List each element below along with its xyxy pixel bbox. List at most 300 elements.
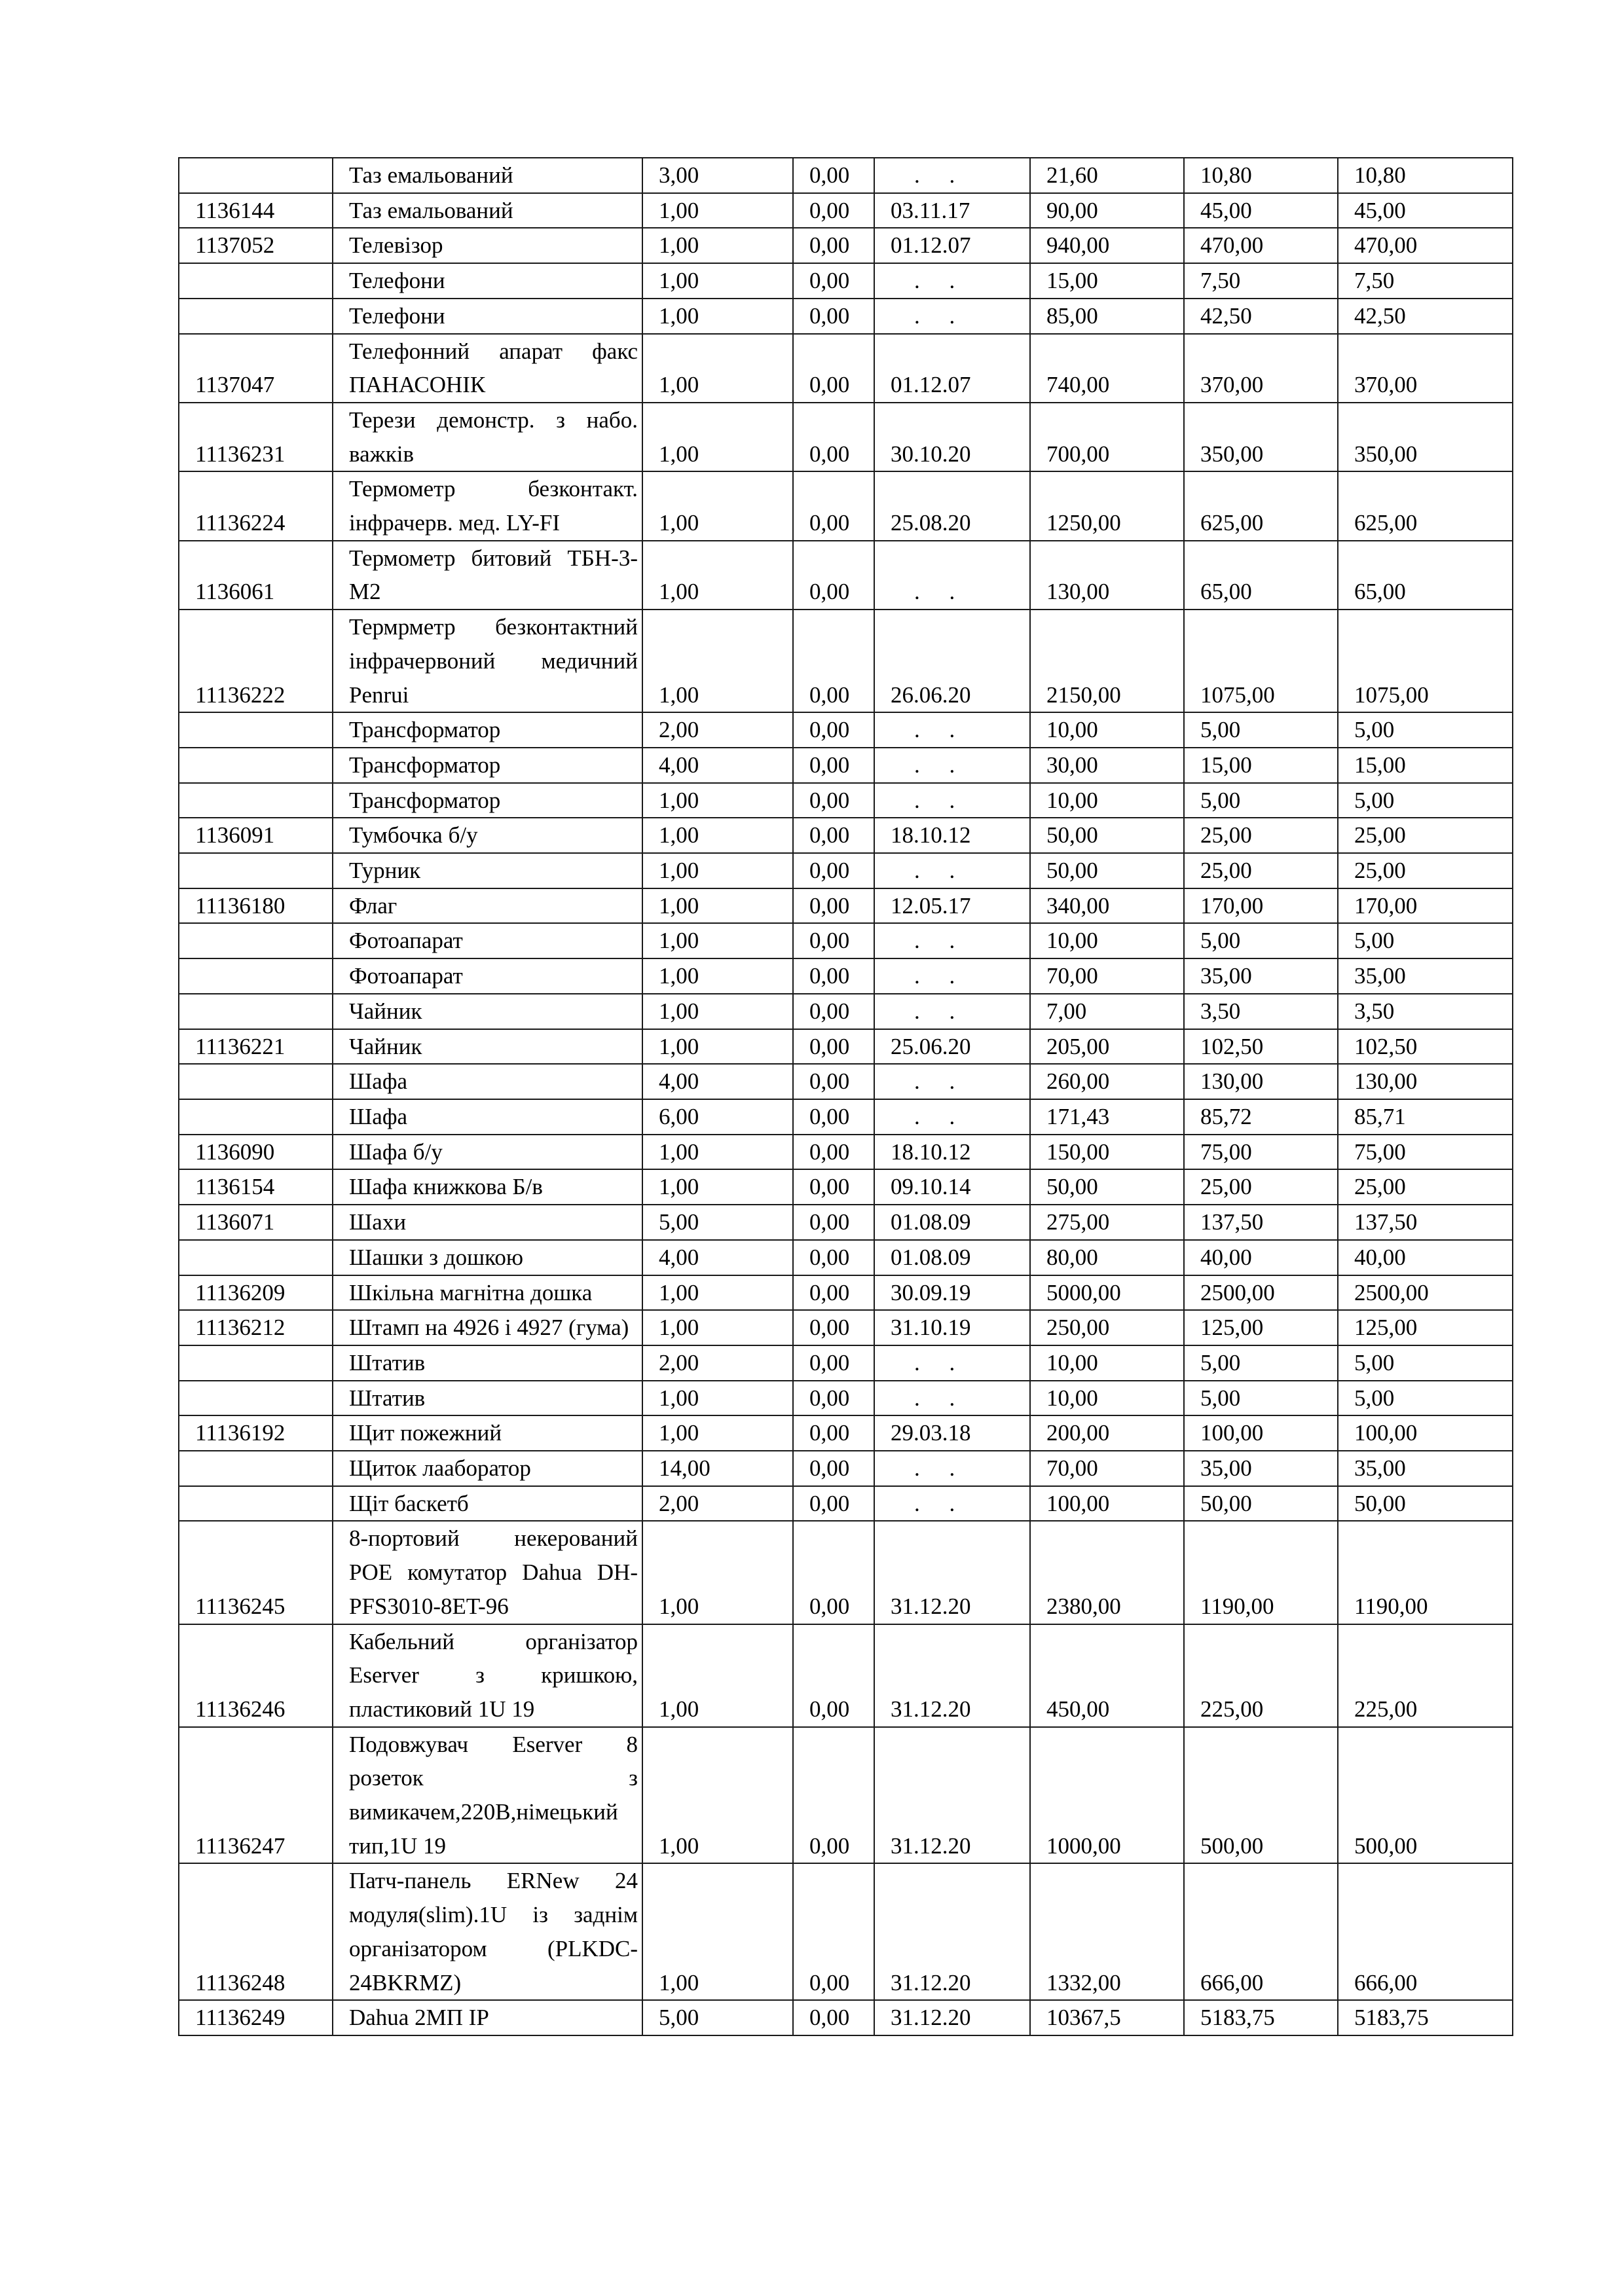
half-amount-cell: 25,00 xyxy=(1184,818,1338,853)
inventory-number-cell: 1136154 xyxy=(179,1169,333,1205)
zero-value-cell: 0,00 xyxy=(793,1240,874,1275)
residual-amount-cell: 225,00 xyxy=(1338,1624,1513,1727)
residual-amount-cell: 102,50 xyxy=(1338,1029,1513,1065)
amount-cell: 7,00 xyxy=(1030,994,1184,1029)
residual-amount-cell: 50,00 xyxy=(1338,1486,1513,1522)
item-name-cell: Телефони xyxy=(333,299,642,334)
date-cell: . . xyxy=(874,1381,1030,1416)
half-amount-cell: 102,50 xyxy=(1184,1029,1338,1065)
residual-amount-cell: 500,00 xyxy=(1338,1727,1513,1864)
half-amount-cell: 5183,75 xyxy=(1184,2000,1338,2035)
zero-value-cell: 0,00 xyxy=(793,1381,874,1416)
table-row xyxy=(179,1169,1513,1205)
item-name-cell: Подовжувач Eserver 8 розеток з вимикачем,220В,німецький тип,1U 19 xyxy=(333,1727,642,1864)
zero-value-cell: 0,00 xyxy=(793,403,874,471)
residual-amount-cell: 1075,00 xyxy=(1338,610,1513,712)
zero-value-cell: 0,00 xyxy=(793,1863,874,2000)
quantity-cell: 5,00 xyxy=(642,2000,793,2035)
half-amount-cell: 5,00 xyxy=(1184,1345,1338,1381)
item-name-cell: Термометр безконтакт. інфрачерв. мед. LY-FI xyxy=(333,471,642,540)
residual-amount-cell: 5,00 xyxy=(1338,1381,1513,1416)
amount-cell: 10,00 xyxy=(1030,783,1184,818)
item-name-cell: Штатив xyxy=(333,1345,642,1381)
quantity-cell: 1,00 xyxy=(642,541,793,610)
residual-amount-cell: 25,00 xyxy=(1338,1169,1513,1205)
quantity-cell: 4,00 xyxy=(642,748,793,783)
residual-amount-cell: 65,00 xyxy=(1338,541,1513,610)
table-row xyxy=(179,1521,1513,1624)
item-name-cell: Щіт баскетб xyxy=(333,1486,642,1522)
table-row xyxy=(179,1451,1513,1486)
quantity-cell: 2,00 xyxy=(642,1486,793,1522)
amount-cell: 10,00 xyxy=(1030,1345,1184,1381)
item-name-cell: Шафа xyxy=(333,1099,642,1135)
amount-cell: 250,00 xyxy=(1030,1310,1184,1345)
amount-cell: 10367,5 xyxy=(1030,2000,1184,2035)
half-amount-cell: 130,00 xyxy=(1184,1064,1338,1099)
table-row xyxy=(179,541,1513,610)
date-cell: . . xyxy=(874,299,1030,334)
inventory-number-cell: 11136212 xyxy=(179,1310,333,1345)
amount-cell: 2380,00 xyxy=(1030,1521,1184,1624)
table-row xyxy=(179,334,1513,403)
half-amount-cell: 40,00 xyxy=(1184,1240,1338,1275)
residual-amount-cell: 100,00 xyxy=(1338,1415,1513,1451)
item-name-cell: Телевізор xyxy=(333,228,642,263)
zero-value-cell: 0,00 xyxy=(793,1205,874,1240)
date-cell: . . xyxy=(874,923,1030,958)
date-cell: . . xyxy=(874,994,1030,1029)
item-name-cell: Шашки з дошкою xyxy=(333,1240,642,1275)
zero-value-cell: 0,00 xyxy=(793,471,874,540)
residual-amount-cell: 42,50 xyxy=(1338,299,1513,334)
quantity-cell: 1,00 xyxy=(642,334,793,403)
inventory-number-cell: 11136248 xyxy=(179,1863,333,2000)
half-amount-cell: 100,00 xyxy=(1184,1415,1338,1451)
date-cell: 29.03.18 xyxy=(874,1415,1030,1451)
inventory-number-cell xyxy=(179,994,333,1029)
date-cell: 31.12.20 xyxy=(874,1521,1030,1624)
table-row xyxy=(179,923,1513,958)
inventory-number-cell: 11136224 xyxy=(179,471,333,540)
residual-amount-cell: 45,00 xyxy=(1338,193,1513,228)
residual-amount-cell: 35,00 xyxy=(1338,1451,1513,1486)
date-cell: 18.10.12 xyxy=(874,818,1030,853)
quantity-cell: 1,00 xyxy=(642,193,793,228)
inventory-number-cell xyxy=(179,1099,333,1135)
item-name-cell: Щит пожежний xyxy=(333,1415,642,1451)
date-cell: 31.12.20 xyxy=(874,1727,1030,1864)
half-amount-cell: 25,00 xyxy=(1184,1169,1338,1205)
date-cell: 31.12.20 xyxy=(874,1624,1030,1727)
inventory-number-cell xyxy=(179,1486,333,1522)
table-row xyxy=(179,1099,1513,1135)
half-amount-cell: 370,00 xyxy=(1184,334,1338,403)
item-name-cell: Чайник xyxy=(333,994,642,1029)
amount-cell: 2150,00 xyxy=(1030,610,1184,712)
item-name-cell: Турник xyxy=(333,853,642,888)
table-row xyxy=(179,888,1513,924)
inventory-number-cell: 1136091 xyxy=(179,818,333,853)
amount-cell: 100,00 xyxy=(1030,1486,1184,1522)
table-row xyxy=(179,958,1513,994)
item-name-cell: Шафа книжкова Б/в xyxy=(333,1169,642,1205)
quantity-cell: 1,00 xyxy=(642,471,793,540)
inventory-number-cell: 11136246 xyxy=(179,1624,333,1727)
residual-amount-cell: 15,00 xyxy=(1338,748,1513,783)
amount-cell: 1000,00 xyxy=(1030,1727,1184,1864)
inventory-number-cell xyxy=(179,748,333,783)
table-row xyxy=(179,1381,1513,1416)
item-name-cell: Трансформатор xyxy=(333,712,642,748)
residual-amount-cell: 130,00 xyxy=(1338,1064,1513,1099)
table-row xyxy=(179,263,1513,299)
half-amount-cell: 42,50 xyxy=(1184,299,1338,334)
inventory-number-cell: 11136249 xyxy=(179,2000,333,2035)
amount-cell: 70,00 xyxy=(1030,958,1184,994)
table-row xyxy=(179,1727,1513,1864)
amount-cell: 150,00 xyxy=(1030,1135,1184,1170)
zero-value-cell: 0,00 xyxy=(793,1451,874,1486)
zero-value-cell: 0,00 xyxy=(793,1310,874,1345)
half-amount-cell: 5,00 xyxy=(1184,712,1338,748)
item-name-cell: Шкільна магнітна дошка xyxy=(333,1275,642,1311)
amount-cell: 205,00 xyxy=(1030,1029,1184,1065)
amount-cell: 10,00 xyxy=(1030,1381,1184,1416)
item-name-cell: Тумбочка б/у xyxy=(333,818,642,853)
inventory-number-cell xyxy=(179,1064,333,1099)
item-name-cell: Телефони xyxy=(333,263,642,299)
quantity-cell: 1,00 xyxy=(642,1624,793,1727)
half-amount-cell: 15,00 xyxy=(1184,748,1338,783)
table-row xyxy=(179,610,1513,712)
residual-amount-cell: 25,00 xyxy=(1338,818,1513,853)
table-row xyxy=(179,748,1513,783)
amount-cell: 90,00 xyxy=(1030,193,1184,228)
residual-amount-cell: 170,00 xyxy=(1338,888,1513,924)
inventory-number-cell: 11136192 xyxy=(179,1415,333,1451)
residual-amount-cell: 5183,75 xyxy=(1338,2000,1513,2035)
date-cell: 30.10.20 xyxy=(874,403,1030,471)
half-amount-cell: 7,50 xyxy=(1184,263,1338,299)
inventory-number-cell: 1136090 xyxy=(179,1135,333,1170)
item-name-cell: Трансформатор xyxy=(333,748,642,783)
table-row xyxy=(179,1310,1513,1345)
zero-value-cell: 0,00 xyxy=(793,1486,874,1522)
residual-amount-cell: 1190,00 xyxy=(1338,1521,1513,1624)
item-name-cell: Телефонний апарат факс ПАНАСОНІК xyxy=(333,334,642,403)
residual-amount-cell: 5,00 xyxy=(1338,712,1513,748)
residual-amount-cell: 666,00 xyxy=(1338,1863,1513,2000)
table-row xyxy=(179,158,1513,193)
half-amount-cell: 125,00 xyxy=(1184,1310,1338,1345)
quantity-cell: 1,00 xyxy=(642,923,793,958)
table-row xyxy=(179,853,1513,888)
item-name-cell: Штатив xyxy=(333,1381,642,1416)
inventory-number-cell xyxy=(179,1240,333,1275)
residual-amount-cell: 3,50 xyxy=(1338,994,1513,1029)
half-amount-cell: 2500,00 xyxy=(1184,1275,1338,1311)
table-row xyxy=(179,1863,1513,2000)
zero-value-cell: 0,00 xyxy=(793,1029,874,1065)
item-name-cell: Кабельний організатор Eserver з кришкою, пластиковий 1U 19 xyxy=(333,1624,642,1727)
zero-value-cell: 0,00 xyxy=(793,1135,874,1170)
item-name-cell: Шахи xyxy=(333,1205,642,1240)
quantity-cell: 1,00 xyxy=(642,853,793,888)
item-name-cell: Термометр битовий ТБН-3-М2 xyxy=(333,541,642,610)
zero-value-cell: 0,00 xyxy=(793,541,874,610)
table-row xyxy=(179,783,1513,818)
table-row xyxy=(179,1064,1513,1099)
amount-cell: 130,00 xyxy=(1030,541,1184,610)
half-amount-cell: 65,00 xyxy=(1184,541,1338,610)
half-amount-cell: 137,50 xyxy=(1184,1205,1338,1240)
quantity-cell: 3,00 xyxy=(642,158,793,193)
date-cell: 01.08.09 xyxy=(874,1240,1030,1275)
date-cell: 31.12.20 xyxy=(874,2000,1030,2035)
quantity-cell: 1,00 xyxy=(642,994,793,1029)
date-cell: . . xyxy=(874,158,1030,193)
amount-cell: 5000,00 xyxy=(1030,1275,1184,1311)
amount-cell: 275,00 xyxy=(1030,1205,1184,1240)
amount-cell: 85,00 xyxy=(1030,299,1184,334)
date-cell: . . xyxy=(874,541,1030,610)
inventory-number-cell xyxy=(179,158,333,193)
quantity-cell: 1,00 xyxy=(642,818,793,853)
item-name-cell: Таз емальований xyxy=(333,193,642,228)
half-amount-cell: 625,00 xyxy=(1184,471,1338,540)
quantity-cell: 1,00 xyxy=(642,783,793,818)
date-cell: 25.08.20 xyxy=(874,471,1030,540)
residual-amount-cell: 10,80 xyxy=(1338,158,1513,193)
item-name-cell: Термрметр безконтактний інфрачервоний медичний Penrui xyxy=(333,610,642,712)
amount-cell: 50,00 xyxy=(1030,853,1184,888)
amount-cell: 15,00 xyxy=(1030,263,1184,299)
item-name-cell: Щиток лааборатор xyxy=(333,1451,642,1486)
quantity-cell: 4,00 xyxy=(642,1240,793,1275)
zero-value-cell: 0,00 xyxy=(793,923,874,958)
quantity-cell: 1,00 xyxy=(642,610,793,712)
half-amount-cell: 85,72 xyxy=(1184,1099,1338,1135)
quantity-cell: 1,00 xyxy=(642,403,793,471)
date-cell: . . xyxy=(874,263,1030,299)
inventory-number-cell: 1137047 xyxy=(179,334,333,403)
table-row xyxy=(179,1486,1513,1522)
quantity-cell: 1,00 xyxy=(642,263,793,299)
table-row xyxy=(179,818,1513,853)
amount-cell: 21,60 xyxy=(1030,158,1184,193)
inventory-number-cell: 1136071 xyxy=(179,1205,333,1240)
quantity-cell: 1,00 xyxy=(642,1415,793,1451)
quantity-cell: 1,00 xyxy=(642,958,793,994)
half-amount-cell: 5,00 xyxy=(1184,783,1338,818)
table-row xyxy=(179,1345,1513,1381)
zero-value-cell: 0,00 xyxy=(793,610,874,712)
table-row xyxy=(179,299,1513,334)
amount-cell: 200,00 xyxy=(1030,1415,1184,1451)
residual-amount-cell: 625,00 xyxy=(1338,471,1513,540)
half-amount-cell: 5,00 xyxy=(1184,923,1338,958)
half-amount-cell: 170,00 xyxy=(1184,888,1338,924)
quantity-cell: 1,00 xyxy=(642,888,793,924)
table-row xyxy=(179,228,1513,263)
quantity-cell: 1,00 xyxy=(642,1863,793,2000)
item-name-cell: Чайник xyxy=(333,1029,642,1065)
table-row xyxy=(179,2000,1513,2035)
amount-cell: 10,00 xyxy=(1030,712,1184,748)
item-name-cell: Шафа xyxy=(333,1064,642,1099)
date-cell: . . xyxy=(874,1345,1030,1381)
amount-cell: 80,00 xyxy=(1030,1240,1184,1275)
item-name-cell: 8-портовий некерований POE комутатор Dahua DH-PFS3010-8ET-96 xyxy=(333,1521,642,1624)
quantity-cell: 1,00 xyxy=(642,1381,793,1416)
item-name-cell: Dahua 2МП IP xyxy=(333,2000,642,2035)
item-name-cell: Штамп на 4926 і 4927 (гума) xyxy=(333,1310,642,1345)
table-row xyxy=(179,471,1513,540)
table-row xyxy=(179,1240,1513,1275)
date-cell: 03.11.17 xyxy=(874,193,1030,228)
inventory-number-cell xyxy=(179,783,333,818)
zero-value-cell: 0,00 xyxy=(793,853,874,888)
zero-value-cell: 0,00 xyxy=(793,748,874,783)
half-amount-cell: 5,00 xyxy=(1184,1381,1338,1416)
table-row xyxy=(179,1275,1513,1311)
half-amount-cell: 10,80 xyxy=(1184,158,1338,193)
zero-value-cell: 0,00 xyxy=(793,994,874,1029)
date-cell: . . xyxy=(874,853,1030,888)
half-amount-cell: 75,00 xyxy=(1184,1135,1338,1170)
date-cell: . . xyxy=(874,1064,1030,1099)
date-cell: 01.08.09 xyxy=(874,1205,1030,1240)
half-amount-cell: 500,00 xyxy=(1184,1727,1338,1864)
half-amount-cell: 1075,00 xyxy=(1184,610,1338,712)
date-cell: . . xyxy=(874,1099,1030,1135)
half-amount-cell: 666,00 xyxy=(1184,1863,1338,2000)
inventory-number-cell: 11136245 xyxy=(179,1521,333,1624)
residual-amount-cell: 75,00 xyxy=(1338,1135,1513,1170)
residual-amount-cell: 5,00 xyxy=(1338,923,1513,958)
quantity-cell: 4,00 xyxy=(642,1064,793,1099)
zero-value-cell: 0,00 xyxy=(793,1064,874,1099)
amount-cell: 260,00 xyxy=(1030,1064,1184,1099)
zero-value-cell: 0,00 xyxy=(793,958,874,994)
date-cell: 12.05.17 xyxy=(874,888,1030,924)
item-name-cell: Терези демонстр. з набо. важків xyxy=(333,403,642,471)
inventory-number-cell: 11136231 xyxy=(179,403,333,471)
date-cell: . . xyxy=(874,958,1030,994)
inventory-number-cell: 11136222 xyxy=(179,610,333,712)
zero-value-cell: 0,00 xyxy=(793,193,874,228)
residual-amount-cell: 25,00 xyxy=(1338,853,1513,888)
residual-amount-cell: 470,00 xyxy=(1338,228,1513,263)
zero-value-cell: 0,00 xyxy=(793,712,874,748)
residual-amount-cell: 5,00 xyxy=(1338,783,1513,818)
quantity-cell: 1,00 xyxy=(642,1169,793,1205)
zero-value-cell: 0,00 xyxy=(793,228,874,263)
inventory-number-cell xyxy=(179,958,333,994)
amount-cell: 50,00 xyxy=(1030,818,1184,853)
table-row xyxy=(179,712,1513,748)
table-row xyxy=(179,403,1513,471)
item-name-cell: Фотоапарат xyxy=(333,958,642,994)
quantity-cell: 2,00 xyxy=(642,1345,793,1381)
zero-value-cell: 0,00 xyxy=(793,1169,874,1205)
zero-value-cell: 0,00 xyxy=(793,263,874,299)
inventory-number-cell xyxy=(179,299,333,334)
inventory-number-cell xyxy=(179,923,333,958)
residual-amount-cell: 350,00 xyxy=(1338,403,1513,471)
zero-value-cell: 0,00 xyxy=(793,818,874,853)
zero-value-cell: 0,00 xyxy=(793,1099,874,1135)
date-cell: . . xyxy=(874,783,1030,818)
amount-cell: 700,00 xyxy=(1030,403,1184,471)
half-amount-cell: 25,00 xyxy=(1184,853,1338,888)
date-cell: 01.12.07 xyxy=(874,228,1030,263)
table-row xyxy=(179,193,1513,228)
date-cell: 31.10.19 xyxy=(874,1310,1030,1345)
inventory-number-cell: 1136061 xyxy=(179,541,333,610)
half-amount-cell: 35,00 xyxy=(1184,958,1338,994)
date-cell: . . xyxy=(874,1451,1030,1486)
inventory-number-cell: 1137052 xyxy=(179,228,333,263)
zero-value-cell: 0,00 xyxy=(793,888,874,924)
residual-amount-cell: 5,00 xyxy=(1338,1345,1513,1381)
inventory-number-cell xyxy=(179,712,333,748)
inventory-table-body xyxy=(179,158,1513,2035)
date-cell: 01.12.07 xyxy=(874,334,1030,403)
table-row xyxy=(179,1624,1513,1727)
date-cell: . . xyxy=(874,1486,1030,1522)
half-amount-cell: 1190,00 xyxy=(1184,1521,1338,1624)
table-row xyxy=(179,1029,1513,1065)
amount-cell: 50,00 xyxy=(1030,1169,1184,1205)
amount-cell: 1250,00 xyxy=(1030,471,1184,540)
residual-amount-cell: 85,71 xyxy=(1338,1099,1513,1135)
amount-cell: 740,00 xyxy=(1030,334,1184,403)
zero-value-cell: 0,00 xyxy=(793,783,874,818)
inventory-number-cell xyxy=(179,1451,333,1486)
half-amount-cell: 470,00 xyxy=(1184,228,1338,263)
residual-amount-cell: 2500,00 xyxy=(1338,1275,1513,1311)
date-cell: 31.12.20 xyxy=(874,1863,1030,2000)
table-row xyxy=(179,1135,1513,1170)
date-cell: 26.06.20 xyxy=(874,610,1030,712)
table-row xyxy=(179,1415,1513,1451)
quantity-cell: 1,00 xyxy=(642,1521,793,1624)
item-name-cell: Таз емальований xyxy=(333,158,642,193)
date-cell: . . xyxy=(874,712,1030,748)
date-cell: 09.10.14 xyxy=(874,1169,1030,1205)
table-row xyxy=(179,994,1513,1029)
quantity-cell: 1,00 xyxy=(642,1727,793,1864)
zero-value-cell: 0,00 xyxy=(793,334,874,403)
amount-cell: 450,00 xyxy=(1030,1624,1184,1727)
inventory-number-cell: 11136247 xyxy=(179,1727,333,1864)
quantity-cell: 1,00 xyxy=(642,1310,793,1345)
amount-cell: 10,00 xyxy=(1030,923,1184,958)
quantity-cell: 6,00 xyxy=(642,1099,793,1135)
quantity-cell: 1,00 xyxy=(642,1275,793,1311)
amount-cell: 70,00 xyxy=(1030,1451,1184,1486)
residual-amount-cell: 7,50 xyxy=(1338,263,1513,299)
date-cell: 18.10.12 xyxy=(874,1135,1030,1170)
amount-cell: 940,00 xyxy=(1030,228,1184,263)
zero-value-cell: 0,00 xyxy=(793,1624,874,1727)
zero-value-cell: 0,00 xyxy=(793,1415,874,1451)
residual-amount-cell: 137,50 xyxy=(1338,1205,1513,1240)
inventory-number-cell: 11136221 xyxy=(179,1029,333,1065)
half-amount-cell: 50,00 xyxy=(1184,1486,1338,1522)
